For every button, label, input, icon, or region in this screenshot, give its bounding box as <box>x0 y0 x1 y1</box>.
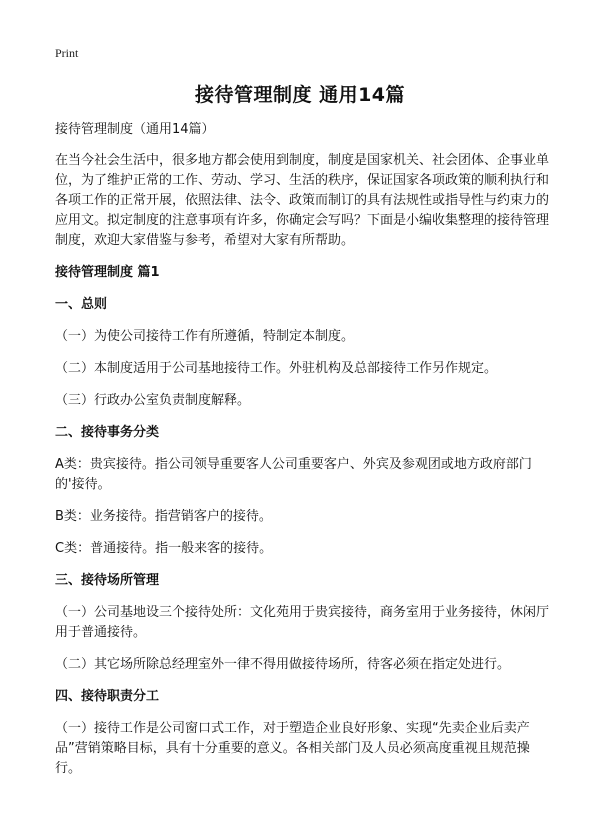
paragraph-1-2: （二）本制度适用于公司基地接待工作。外驻机构及总部接待工作另作规定。 <box>55 361 498 376</box>
document-subtitle: 接待管理制度（通用14篇） <box>55 122 215 137</box>
paragraph-3-2: （二）其它场所除总经理室外一律不得用做接待场所，待客必须在指定处进行。 <box>55 657 511 672</box>
page-title: 接待管理制度 通用14篇 <box>194 84 406 106</box>
paragraph-1-3: （三）行政办公室负责制度解释。 <box>55 393 251 408</box>
paragraph-1-1: （一）为使公司接待工作有所遵循，特制定本制度。 <box>55 329 355 344</box>
paragraph-2-1: A类：贵宾接待。指公司领导重要客人公司重要客户、外宾及参观团或地方政府部门的'接待。 <box>55 457 532 492</box>
heading-general: 一、总则 <box>55 297 108 312</box>
paragraph-3-1: （一）公司基地设三个接待处所：文化苑用于贵宾接待，商务室用于业务接待，休闲厅用于普通接待。 <box>55 605 550 640</box>
intro-paragraph: 在当今社会生活中，很多地方都会使用到制度，制度是国家机关、社会团体、企事业单位，为了维护正常的工作、劳动、学习、生活的秩序，保证国家各项政策的顺利执行和各项工作的正常开展，依照法律、法令、政策而制订的具有法规性或指导性与约束力的应用文。拟定制度的注意事项有许多，你确定会写吗？下面是小编收集整理的接待管理制度，欢迎大家借鉴与参考，希望对大家有所帮助。 <box>55 153 550 248</box>
heading-venue-management: 三、接待场所管理 <box>55 573 160 588</box>
paragraph-2-3: C类：普通接待。指一般来客的接待。 <box>55 541 273 556</box>
section-heading: 接待管理制度 篇1 <box>55 265 160 280</box>
document-body <box>55 120 555 791</box>
paragraph-4-1: （一）接待工作是公司窗口式工作，对于塑造企业良好形象、实现“先卖企业后卖产品”营销策略目标，具有十分重要的意义。各相关部门及人员必须高度重视且规范操行。 <box>55 721 530 776</box>
heading-responsibilities: 四、接待职责分工 <box>55 689 160 704</box>
heading-classification: 二、接待事务分类 <box>55 425 160 440</box>
print-label: Print <box>55 46 79 60</box>
paragraph-2-2: B类：业务接待。指营销客户的接待。 <box>55 509 272 524</box>
